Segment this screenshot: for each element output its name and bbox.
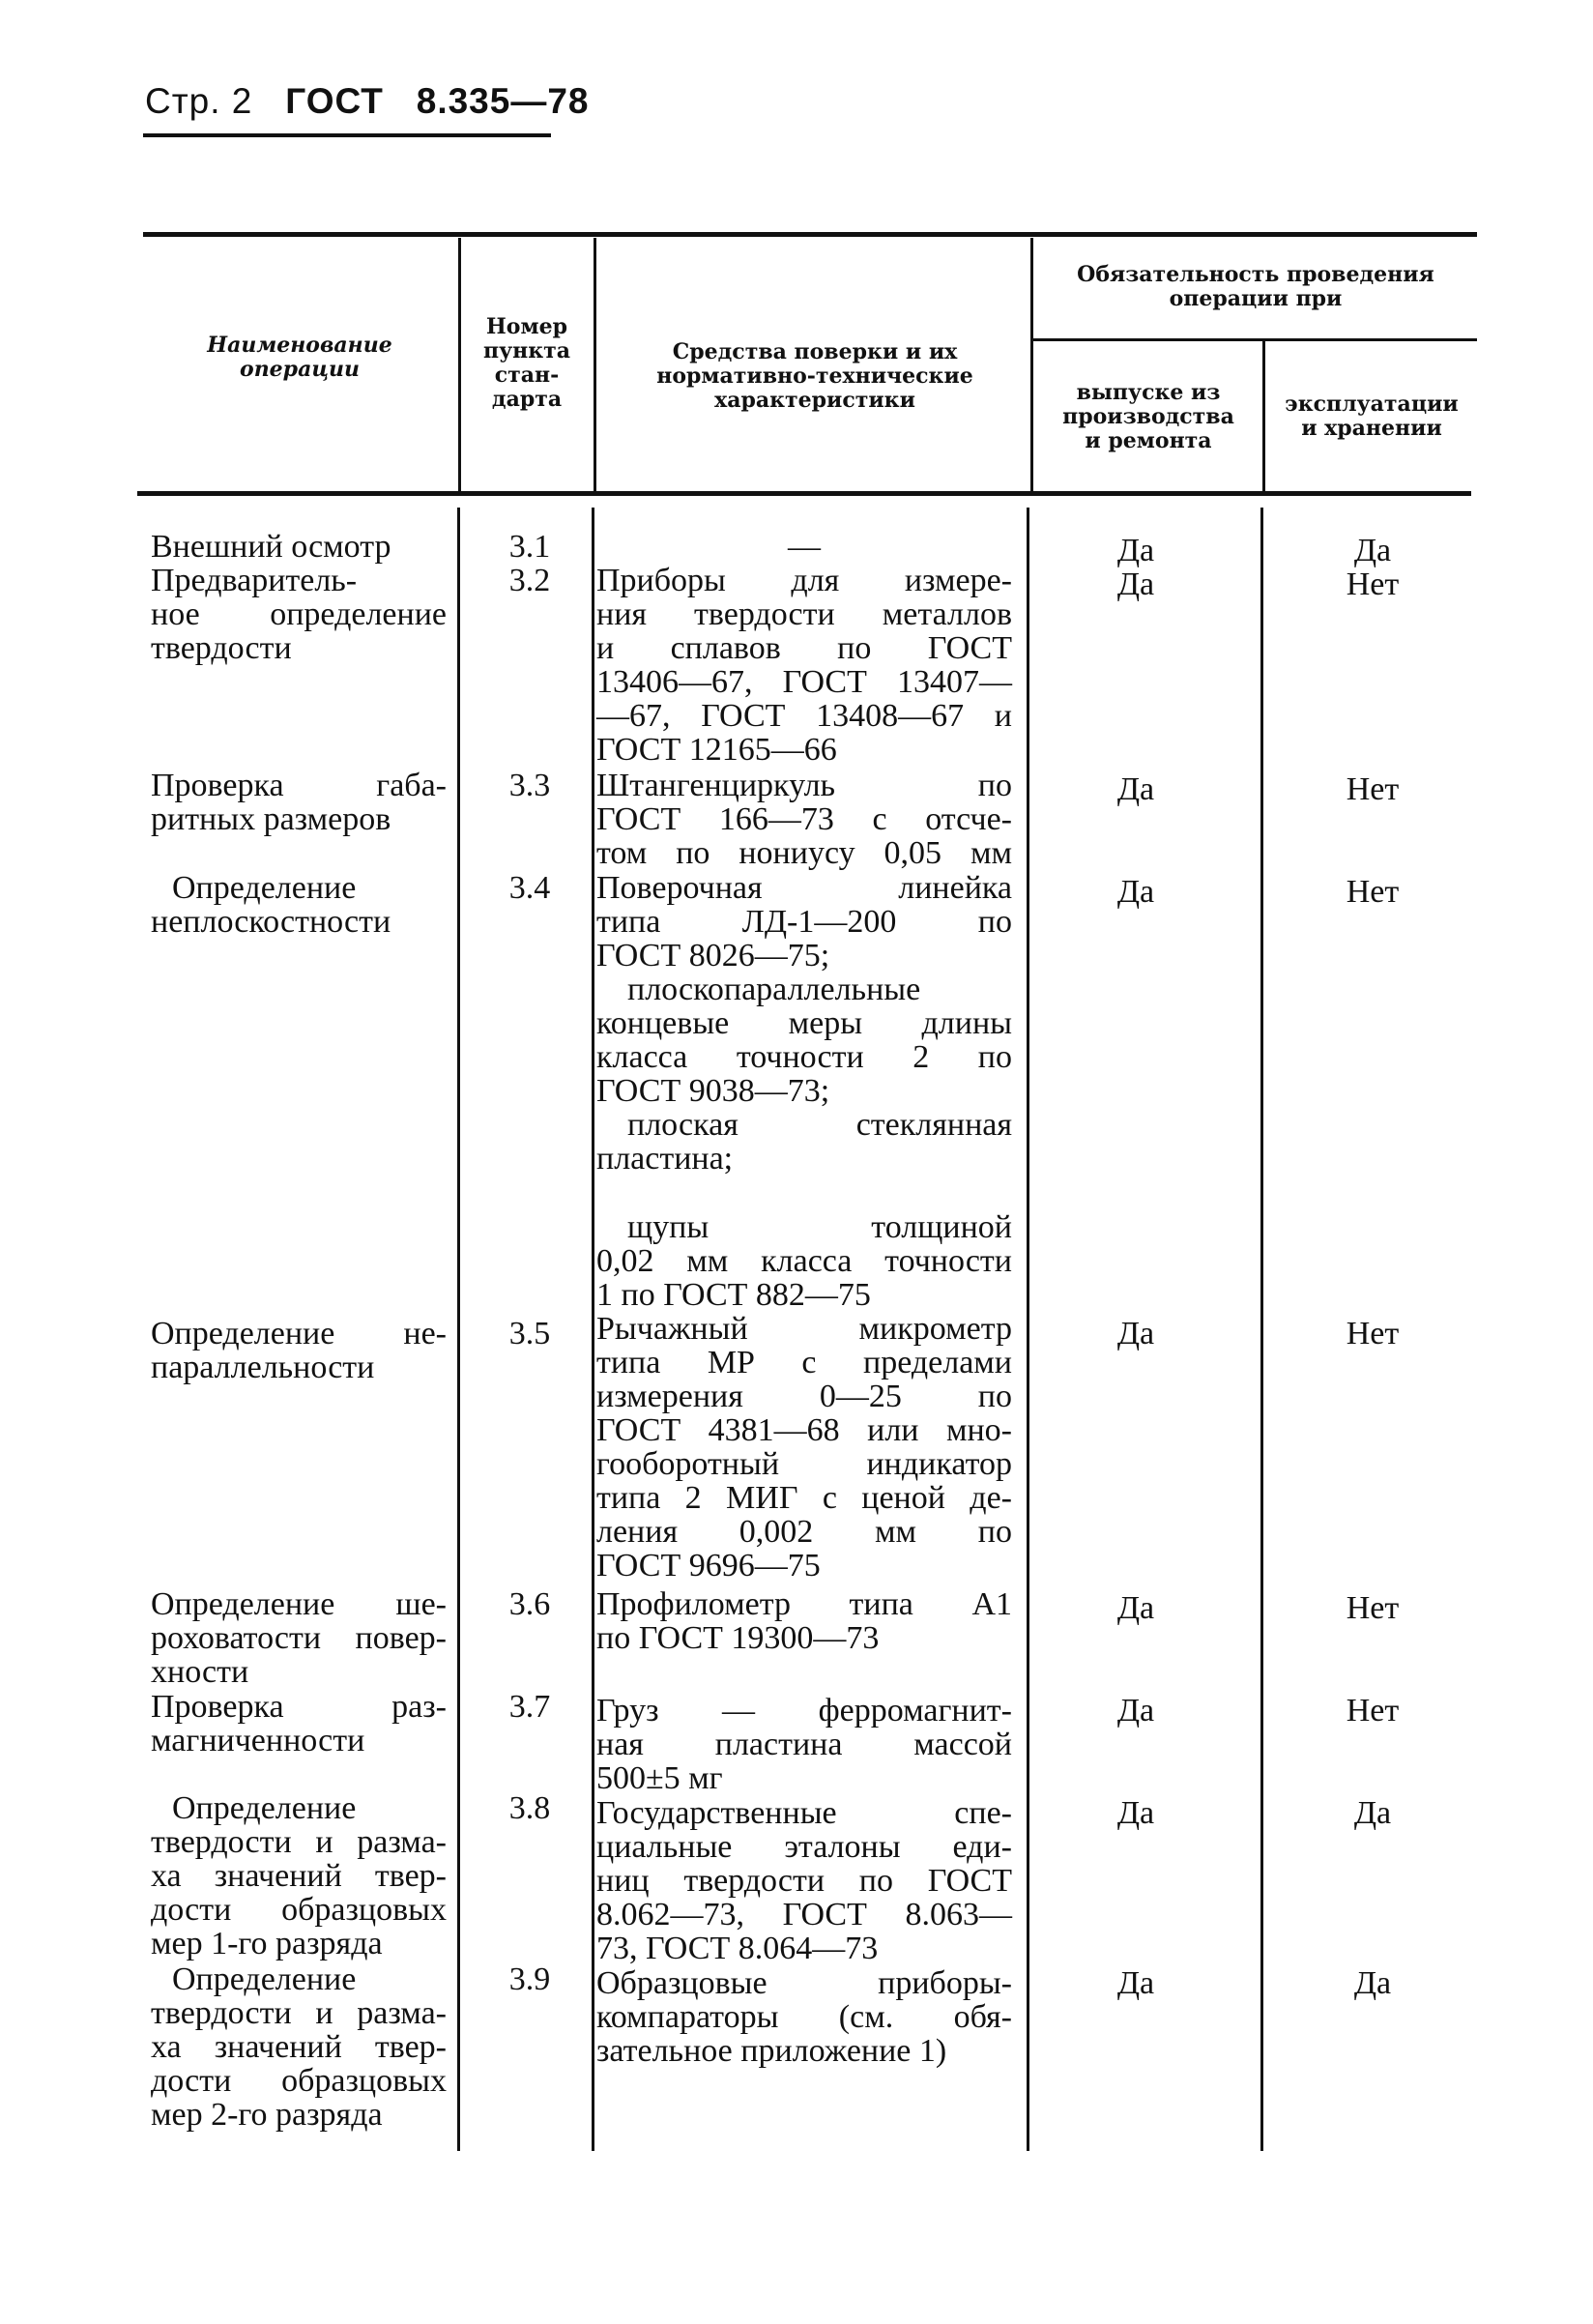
page-header — [145, 81, 590, 122]
table-row-num: 3.6 — [508, 1586, 551, 1622]
table-row-name: Определение неплоскостности — [151, 870, 391, 940]
col-header-mandatory: Обязательность проведения операции при — [1077, 262, 1434, 311]
table-row-storage: Нет — [1346, 1590, 1400, 1626]
column-divider-1 — [458, 238, 461, 491]
col-header-operation-storage: эксплуатации и хранении — [1285, 392, 1459, 441]
col-header-release: выпуске из производства и ремонта — [1062, 380, 1234, 453]
table-row-name: Предваритель- ное определение твердости — [151, 563, 447, 666]
table-row-name: Проверка раз- магниченности — [151, 1689, 447, 1758]
table-row-tools: Поверочная линейка типа ЛД-1—200 по ГОСТ 8026—75; плоскопараллельные концевые меры длины класса точности 2 по ГОСТ 9038—73; плоская стеклянная пластина; — [596, 870, 1012, 1177]
table-row-num: 3.4 — [508, 870, 551, 906]
table-row-name: Определение не- параллельности — [151, 1316, 447, 1385]
table-row-name: Определение твердости и разма- ха значений твер- дости образцовых мер 2-го разряда — [151, 1961, 447, 2133]
table-row-release: Да — [1116, 874, 1155, 910]
table-row-tools: Образцовые приборы- компараторы (см. обя- зательное приложение 1) — [596, 1965, 1012, 2069]
table-row-storage: Да — [1353, 1965, 1392, 2001]
table-row-num: 3.5 — [508, 1316, 551, 1351]
table-row-release: Да — [1116, 771, 1155, 807]
table-row-storage: Да — [1353, 1795, 1392, 1831]
table-row-num: 3.1 — [508, 529, 551, 565]
column-divider-2 — [594, 238, 596, 491]
header-bottom-rule — [137, 491, 1471, 496]
table-row-tools: Профилометр типа А1 по ГОСТ 19300—73 — [596, 1586, 1012, 1656]
table-row-tools: — — [788, 529, 821, 565]
table-row-release: Да — [1116, 1693, 1155, 1728]
column-divider-3 — [1030, 238, 1033, 491]
table-row-tools: Государственные спе- циальные эталоны еди- ниц твердости по ГОСТ 8.062—73, ГОСТ 8.063— 73, ГОСТ 8.064—73 — [596, 1795, 1012, 1966]
table-row-name: Определение твердости и разма- ха значений твер- дости образцовых мер 1-го разряда — [151, 1790, 447, 1961]
body-divider-4 — [1260, 508, 1263, 2151]
table-top-rule — [143, 232, 1477, 237]
table-row-storage: Нет — [1346, 771, 1400, 807]
table-row-storage: Нет — [1346, 1693, 1400, 1728]
table-row-storage: Нет — [1346, 566, 1400, 602]
table-row-release: Да — [1116, 1795, 1155, 1831]
col-header-tools: Средства поверки и их нормативно-технические характеристики — [656, 339, 973, 413]
table-row-num: 3.7 — [508, 1689, 551, 1725]
header-rule — [143, 133, 551, 137]
body-divider-3 — [1027, 508, 1029, 2151]
page-label: Стр. 2 — [145, 81, 253, 121]
body-divider-1 — [457, 508, 460, 2151]
table-row-tools: Штангенциркуль по ГОСТ 166—73 с отсче- том по нониусу 0,05 мм — [596, 768, 1012, 871]
table-row-num: 3.8 — [508, 1790, 551, 1826]
standard-number: 8.335—78 — [416, 81, 590, 121]
col-header-operation: Наименование операции — [207, 333, 392, 382]
table-row-tools: Рычажный микрометр типа МР с пределами измерения 0—25 по ГОСТ 4381—68 или мно- гооборотный индикатор типа 2 МИГ с ценой де- ления 0,002 мм по ГОСТ 9696—75 — [596, 1311, 1012, 1583]
table-row-release: Да — [1116, 1965, 1155, 2001]
table-row-release: Да — [1116, 566, 1155, 602]
table-row-name: Внешний осмотр — [151, 529, 391, 565]
table-row-num: 3.9 — [508, 1961, 551, 1997]
table-row-release: Да — [1116, 1590, 1155, 1626]
table-row-name: Проверка габа- ритных размеров — [151, 768, 447, 837]
table-row-tools: Приборы для измере- ния твердости металлов и сплавов по ГОСТ 13406—67, ГОСТ 13407— —67, ГОСТ 13408—67 и ГОСТ 12165—66 — [596, 563, 1012, 768]
table-row-num: 3.2 — [508, 563, 551, 598]
subheader-rule — [1032, 338, 1477, 341]
table-row-release: Да — [1116, 1316, 1155, 1351]
table-row-tools: Груз — ферромагнит- ная пластина массой 500±5 мг — [596, 1693, 1012, 1796]
table-row-storage: Нет — [1346, 874, 1400, 910]
table-row-storage: Нет — [1346, 1316, 1400, 1351]
table-row-storage: Да — [1353, 533, 1392, 568]
table-row-name: Определение ше- роховатости повер- хности — [151, 1586, 447, 1690]
column-divider-4 — [1262, 340, 1265, 491]
table-row-release: Да — [1116, 533, 1155, 568]
table-row-tools-extra: щупы толщиной 0,02 мм класса точности 1 по ГОСТ 882—75 — [596, 1209, 1012, 1313]
col-header-clause: Номер пункта стан- дарта — [482, 314, 571, 412]
table-row-num: 3.3 — [508, 768, 551, 803]
standard-label: ГОСТ — [285, 81, 384, 121]
